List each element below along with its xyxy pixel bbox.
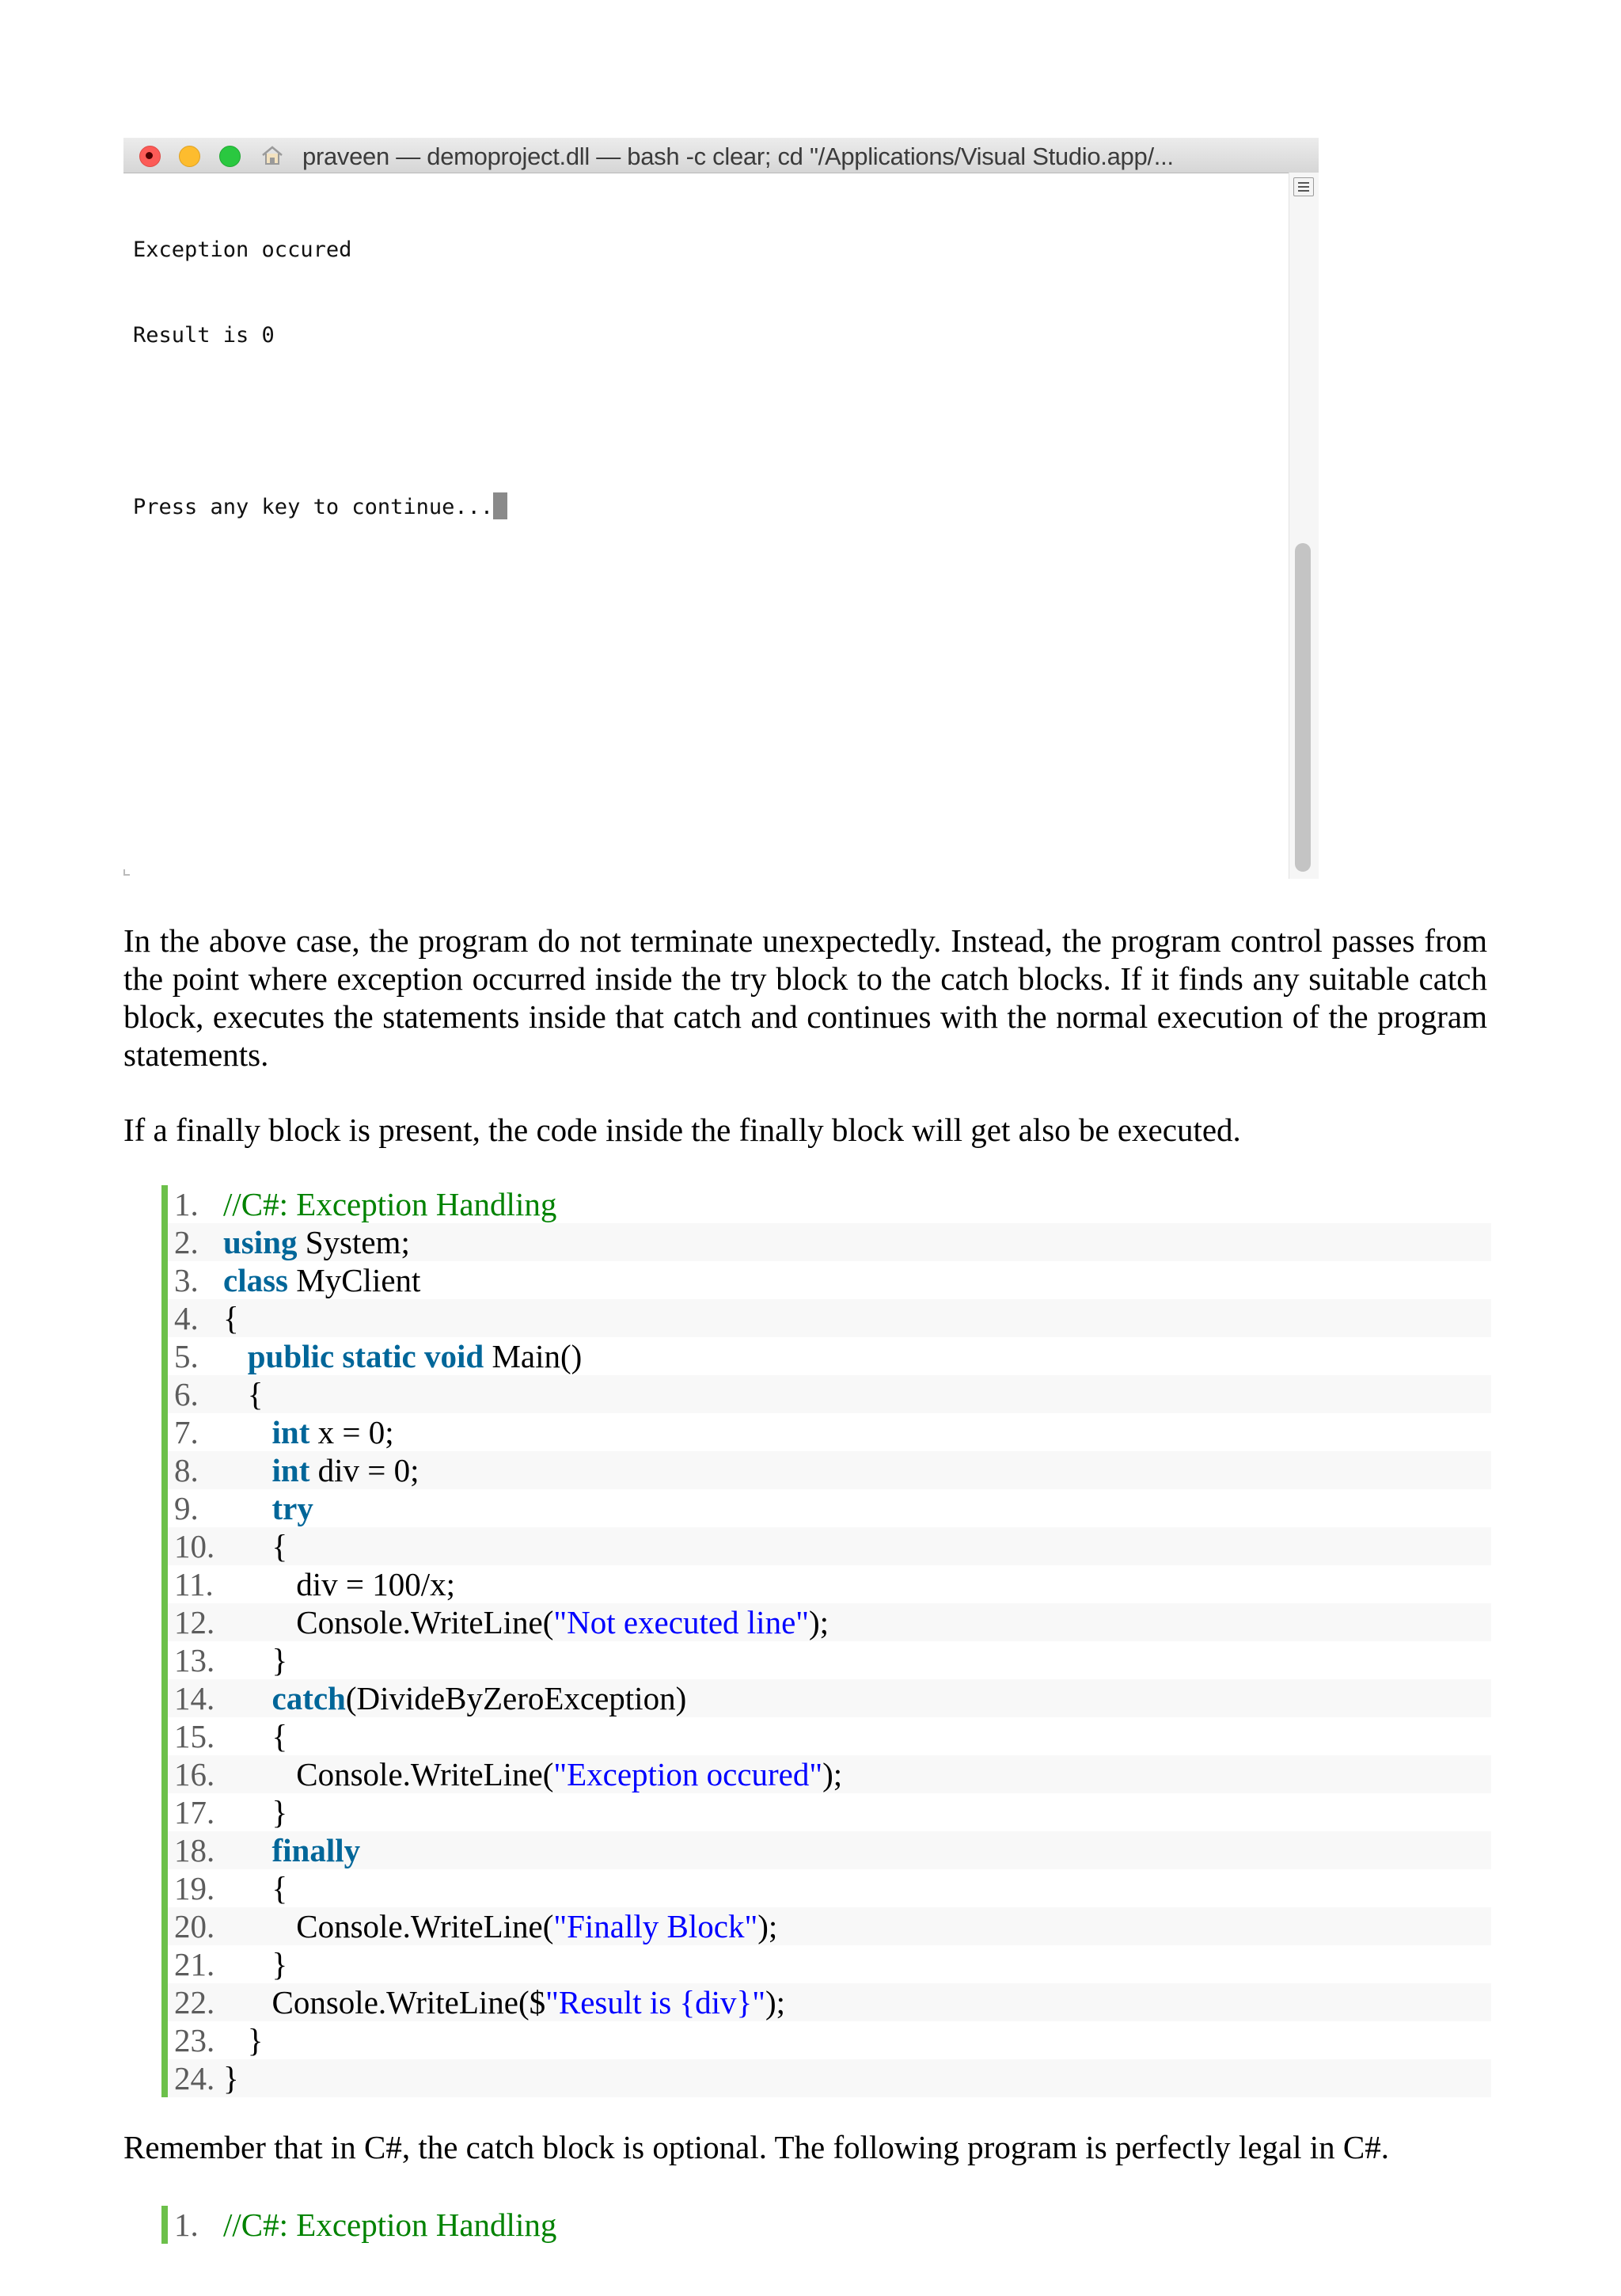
code-token: {: [271, 1528, 288, 1564]
code-line: [168, 1755, 1491, 1793]
zoom-button[interactable]: [219, 146, 241, 167]
terminal-output: [133, 179, 507, 578]
scrollbar-thumb[interactable]: [1295, 543, 1311, 872]
code-text: [223, 1489, 313, 1527]
code-line: [168, 1299, 1491, 1337]
code-line: [168, 1717, 1491, 1755]
line-number: 17.: [174, 1794, 215, 1830]
code-line: [168, 1337, 1491, 1375]
code-text: [223, 1375, 263, 1413]
line-number: 10.: [174, 1528, 215, 1564]
line-number: 4.: [174, 1300, 199, 1336]
code-text: [223, 2206, 556, 2244]
code-comment: //C#: Exception Handling: [223, 2207, 557, 2243]
code-token: Console.WriteLine($: [271, 1984, 546, 2020]
paragraph-catch-optional: Remember that in C#, the catch block is optional. The following program is perfectly legal in C#.: [123, 2129, 1389, 2165]
code-keyword: class: [223, 1262, 288, 1298]
line-number: 6.: [174, 1376, 199, 1412]
code-line: [168, 2021, 1491, 2059]
line-number: 24.: [174, 2060, 215, 2096]
line-number: 7.: [174, 1414, 199, 1450]
line-number: 20.: [174, 1908, 215, 1944]
line-number: 23.: [174, 2022, 215, 2058]
code-token: {: [223, 1300, 239, 1336]
code-token: {: [271, 1718, 288, 1754]
home-icon: [260, 145, 284, 165]
code-token: }: [223, 2060, 239, 2096]
code-line: [168, 1451, 1491, 1489]
code-token: (DivideByZeroException): [345, 1680, 687, 1716]
code-block-bar: [161, 2206, 168, 2244]
code-text: [223, 1717, 287, 1755]
code-keyword: finally: [271, 1832, 361, 1868]
line-number: 18.: [174, 1832, 215, 1868]
code-token: );: [809, 1604, 829, 1640]
code-block: [161, 1185, 1491, 2097]
code-token: Console.WriteLine(: [296, 1756, 554, 1792]
code-text: [223, 1907, 777, 1945]
code-line: [168, 1603, 1491, 1641]
code-token: }: [247, 2022, 264, 2058]
code-token: MyClient: [288, 1262, 421, 1298]
code-keyword: int: [271, 1452, 310, 1488]
code-keyword: catch: [271, 1680, 346, 1716]
code-comment: //C#: Exception Handling: [223, 1186, 557, 1222]
terminal-titlebar: [123, 138, 1319, 173]
code-text: [223, 1223, 410, 1261]
code-text: [223, 1451, 419, 1489]
code-token: Console.WriteLine(: [296, 1604, 554, 1640]
code-line: [168, 1223, 1491, 1261]
code-line: [168, 1907, 1491, 1945]
code-token: System;: [297, 1224, 410, 1260]
line-number: 13.: [174, 1642, 215, 1678]
code-keyword: int: [271, 1414, 310, 1450]
terminal-title: praveen — demoproject.dll — bash -c clear; cd "/Applications/Visual Studio.app/...: [302, 143, 1174, 170]
resize-corner-icon: [123, 869, 130, 876]
code-text: [223, 1185, 556, 1223]
terminal-line: Press any key to continue...: [133, 495, 494, 519]
code-text: [223, 1983, 785, 2021]
scroll-menu-icon[interactable]: [1293, 177, 1314, 196]
line-number: 15.: [174, 1718, 215, 1754]
code-text: [223, 1261, 420, 1299]
code-token: );: [765, 1984, 786, 2020]
code-text: [223, 1679, 686, 1717]
code-line: [168, 1565, 1491, 1603]
code-keyword: using: [223, 1224, 298, 1260]
code-token: }: [271, 1946, 288, 1982]
code-block: [161, 2206, 1491, 2244]
code-token: }: [271, 1642, 288, 1678]
code-line: [168, 1261, 1491, 1299]
code-token: );: [757, 1908, 778, 1944]
code-text: [223, 1641, 287, 1679]
code-text: [223, 2059, 239, 2097]
line-number: 3.: [174, 1262, 199, 1298]
code-text: [223, 1527, 287, 1565]
code-token: );: [822, 1756, 843, 1792]
code-line: [168, 1831, 1491, 1869]
code-line: [168, 1489, 1491, 1527]
code-keyword: try: [271, 1490, 313, 1526]
terminal-prompt-line: [133, 492, 507, 521]
code-token: div = 100/x;: [296, 1566, 456, 1602]
terminal-window: [123, 138, 1319, 879]
code-line: [168, 1793, 1491, 1831]
code-text: [223, 1413, 394, 1451]
code-token: {: [247, 1376, 264, 1412]
code-text: [223, 1603, 829, 1641]
line-number: 16.: [174, 1756, 215, 1792]
line-number: 2.: [174, 1224, 199, 1260]
code-line: [168, 2206, 1491, 2244]
code-text: [223, 1793, 287, 1831]
code-text: [223, 2021, 263, 2059]
code-string: "Exception occured": [553, 1756, 823, 1792]
line-number: 8.: [174, 1452, 199, 1488]
code-line: [168, 1185, 1491, 1223]
paragraph-finally: If a finally block is present, the code inside the finally block will get also be executed.: [123, 1112, 1241, 1148]
code-token: Console.WriteLine(: [296, 1908, 554, 1944]
code-line: [168, 1869, 1491, 1907]
code-line: [168, 1527, 1491, 1565]
code-line: [168, 1375, 1491, 1413]
code-text: [223, 1869, 287, 1907]
code-line: [168, 1641, 1491, 1679]
text-cursor: [493, 492, 507, 519]
code-line: [168, 2059, 1491, 2097]
code-keyword: public static void: [247, 1338, 484, 1374]
line-number: 1.: [174, 1186, 199, 1222]
line-number: 21.: [174, 1946, 215, 1982]
line-number: 22.: [174, 1984, 215, 2020]
close-dot-icon: [146, 152, 153, 159]
code-token: {: [271, 1870, 288, 1906]
code-token: Main(): [484, 1338, 583, 1374]
line-number: 9.: [174, 1490, 199, 1526]
code-text: [223, 1565, 455, 1603]
code-line: [168, 1679, 1491, 1717]
terminal-line: Exception occured: [133, 238, 352, 262]
code-line: [168, 1945, 1491, 1983]
code-string: "Finally Block": [553, 1908, 758, 1944]
code-token: x = 0;: [309, 1414, 394, 1450]
code-block-bar: [161, 1185, 168, 2097]
code-token: div = 0;: [309, 1452, 419, 1488]
code-text: [223, 1755, 842, 1793]
terminal-line: [133, 407, 507, 435]
code-text: [223, 1337, 582, 1375]
paragraph-explanation: In the above case, the program do not terminate unexpectedly. Instead, the program control passes from the point where exception occurred inside the try block to the catch blocks. If it finds any suitable catch block, executes the statements inside that catch and continues with the normal execution of the program statements.: [123, 922, 1487, 1073]
code-token: }: [271, 1794, 288, 1830]
code-string: "Not executed line": [553, 1604, 810, 1640]
code-string: "Result is {div}": [545, 1984, 765, 2020]
line-number: 19.: [174, 1870, 215, 1906]
code-line: [168, 1413, 1491, 1451]
terminal-line: Result is 0: [133, 323, 275, 348]
line-number: 11.: [174, 1566, 214, 1602]
code-line: [168, 1983, 1491, 2021]
line-number: 5.: [174, 1338, 199, 1374]
code-text: [223, 1831, 360, 1869]
code-text: [223, 1299, 239, 1337]
line-number: 12.: [174, 1604, 215, 1640]
minimize-button[interactable]: [179, 146, 200, 167]
line-number: 1.: [174, 2207, 199, 2243]
line-number: 14.: [174, 1680, 215, 1716]
code-text: [223, 1945, 287, 1983]
